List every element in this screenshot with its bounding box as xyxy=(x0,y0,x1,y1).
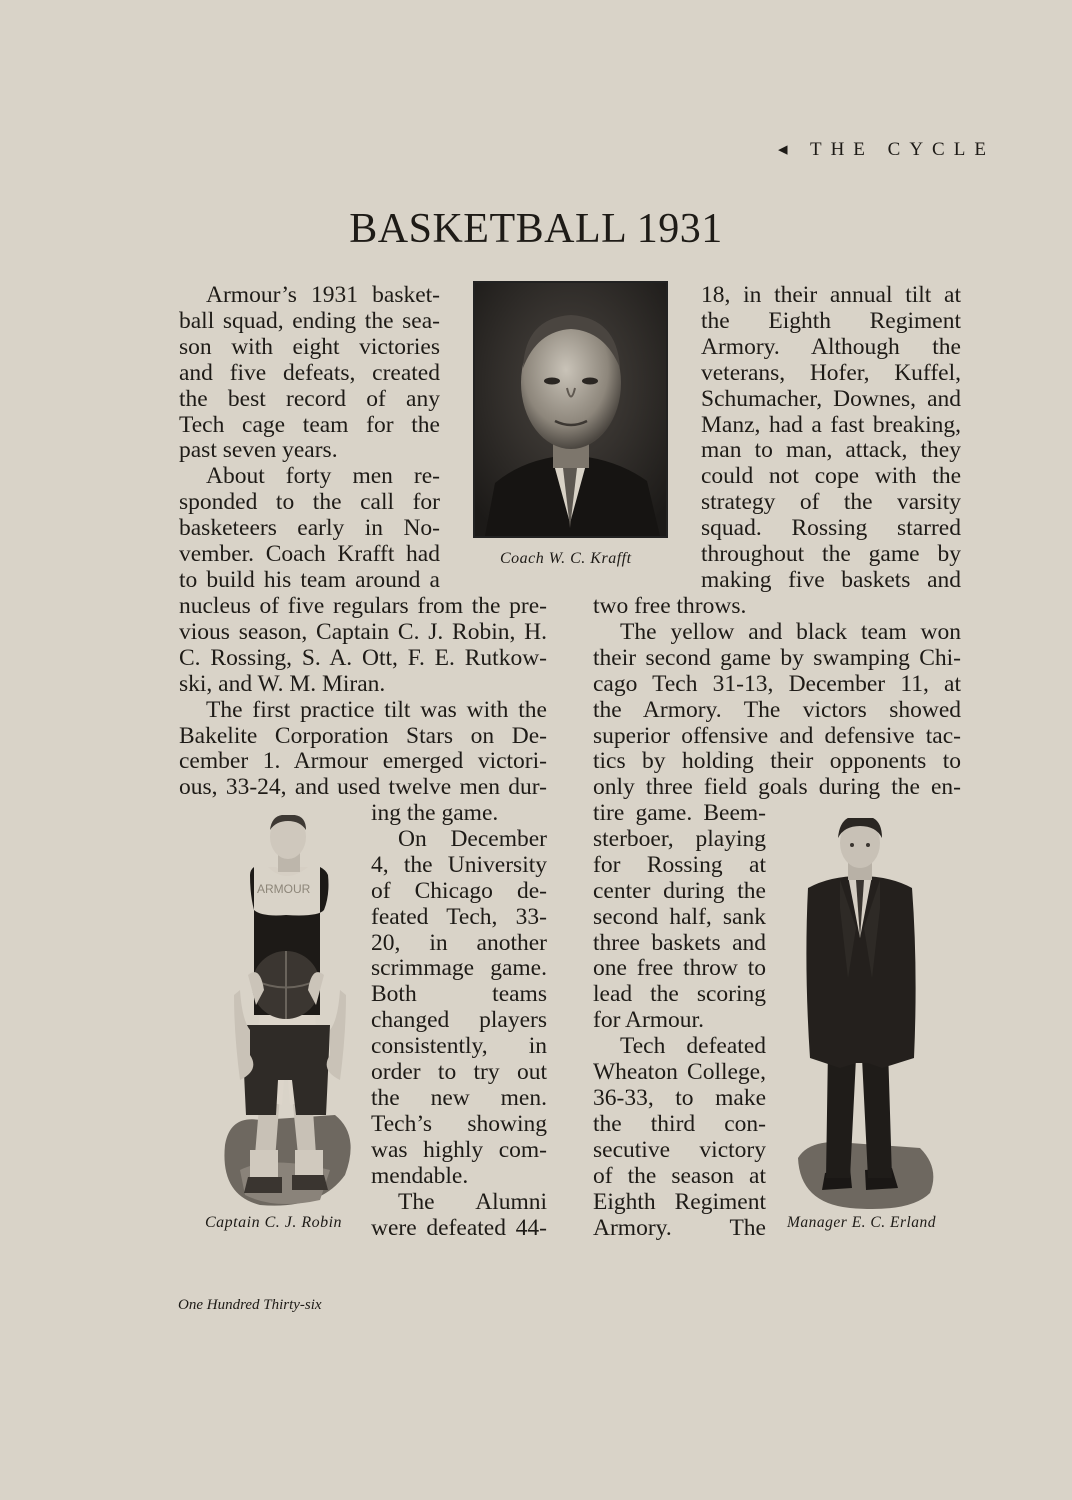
body-line: strategy of the varsity xyxy=(701,489,961,516)
body-line: Tech’s showing xyxy=(371,1110,547,1137)
body-line: the best record of any xyxy=(179,385,440,412)
body-line: vious season, Captain C. J. Robin, H. xyxy=(179,618,547,645)
body-line: lead the scoring xyxy=(593,981,766,1008)
body-line: Armour’s 1931 basket- xyxy=(206,282,440,308)
body-line: changed players xyxy=(371,1007,547,1034)
body-line: squad. Rossing starred xyxy=(701,515,961,542)
captain-caption: Captain C. J. Robin xyxy=(205,1214,343,1231)
left-column-middle xyxy=(179,594,547,801)
body-line: sterboer, playing xyxy=(593,825,766,852)
body-line: center during the xyxy=(593,877,766,904)
body-line: and five defeats, created xyxy=(179,359,440,386)
body-line: secutive victory xyxy=(593,1136,766,1163)
body-line: Both teams xyxy=(371,981,547,1008)
body-line: the third con- xyxy=(593,1110,766,1137)
body-line: Bakelite Corporation Stars on De- xyxy=(179,722,547,749)
body-line: past seven years. xyxy=(179,437,338,464)
body-line: son with eight victories xyxy=(179,333,440,360)
body-line: Manz, had a fast breaking, xyxy=(701,411,961,438)
body-line: for Rossing at xyxy=(593,851,766,878)
body-line: only three field goals during the en- xyxy=(593,774,961,801)
body-line: of the season at xyxy=(593,1162,766,1189)
header-arrow-icon: ◂ xyxy=(778,139,797,160)
manager-standing-icon xyxy=(790,818,940,1213)
manager-caption: Manager E. C. Erland xyxy=(787,1214,937,1231)
body-line: Tech defeated xyxy=(620,1033,766,1060)
body-line: their second game by swamping Chi- xyxy=(593,644,961,671)
basketball-player-icon xyxy=(220,815,360,1215)
body-line: ous, 33-24, and used twelve men dur- xyxy=(179,774,547,801)
coach-caption: Coach W. C. Krafft xyxy=(500,550,632,567)
jersey-lettering: ARMOUR xyxy=(257,882,311,896)
body-line: Eighth Regiment xyxy=(593,1188,766,1215)
body-line: The Alumni xyxy=(398,1188,547,1215)
body-line: the Eighth Regiment xyxy=(701,307,961,334)
body-line: was highly com- xyxy=(371,1136,547,1163)
body-line: cago Tech 31-13, December 11, at xyxy=(593,670,961,697)
body-line: the new men. xyxy=(371,1084,547,1111)
body-line: 36-33, to make xyxy=(593,1084,766,1111)
left-column-bottom xyxy=(371,801,547,1241)
body-line: ing the game. xyxy=(371,800,499,826)
body-line: ski, and W. M. Miran. xyxy=(179,670,386,697)
manager-photo xyxy=(790,818,940,1213)
body-line: basketeers early in No- xyxy=(179,515,440,542)
body-line: superior offensive and defensive tac- xyxy=(593,722,961,749)
body-line: tics by holding their opponents to xyxy=(593,748,961,775)
body-line: 20, in another xyxy=(371,929,547,956)
body-line: man to man, attack, they xyxy=(701,437,961,464)
body-line: throughout the game by xyxy=(701,541,961,568)
body-line: tire game. Beem- xyxy=(593,800,766,826)
body-line: second half, sank xyxy=(593,903,766,930)
body-line: three baskets and xyxy=(593,929,766,956)
body-line: order to try out xyxy=(371,1059,547,1086)
body-line: could not cope with the xyxy=(701,463,961,490)
body-line: cember 1. Armour emerged victori- xyxy=(179,748,547,775)
header-title: THE CYCLE xyxy=(809,139,995,160)
body-line: feated Tech, 33- xyxy=(371,903,547,930)
right-column-bottom xyxy=(593,801,766,1241)
coach-photo xyxy=(473,281,668,538)
body-line: making five baskets and xyxy=(701,566,961,593)
body-line: consistently, in xyxy=(371,1033,547,1060)
body-line: On December xyxy=(398,825,547,852)
body-line: nucleus of five regulars from the pre- xyxy=(179,593,547,619)
body-line: 4, the University xyxy=(371,851,547,878)
right-column-top xyxy=(701,283,961,594)
captain-photo xyxy=(220,815,360,1215)
body-line: vember. Coach Krafft had xyxy=(179,541,440,568)
body-line: of Chicago de- xyxy=(371,877,547,904)
coach-portrait-icon xyxy=(475,283,666,536)
body-line: Tech cage team for the xyxy=(179,411,440,438)
page-title: BASKETBALL 1931 xyxy=(349,206,723,252)
body-line: two free throws. xyxy=(593,593,747,619)
body-line: Armory. The xyxy=(593,1214,766,1241)
body-line: The yellow and black team won xyxy=(620,618,961,645)
running-header xyxy=(778,138,995,161)
body-line: About forty men re- xyxy=(206,463,440,490)
body-line: one free throw to xyxy=(593,955,766,982)
body-line: sponded to the call for xyxy=(179,489,440,516)
body-line: were defeated 44- xyxy=(371,1214,547,1241)
body-line: ball squad, ending the sea- xyxy=(179,307,440,334)
right-column-middle xyxy=(593,594,961,801)
body-line: mendable. xyxy=(371,1162,469,1189)
body-line: The first practice tilt was with the xyxy=(206,696,547,723)
body-line: Armory. Although the xyxy=(701,333,961,360)
page-number: One Hundred Thirty-six xyxy=(178,1297,322,1313)
left-column-top xyxy=(179,283,440,594)
body-line: the Armory. The victors showed xyxy=(593,696,961,723)
body-line: to build his team around a xyxy=(179,566,440,593)
body-line: Schumacher, Downes, and xyxy=(701,385,961,412)
body-line: 18, in their annual tilt at xyxy=(701,282,961,308)
body-line: scrimmage game. xyxy=(371,955,547,982)
body-line: C. Rossing, S. A. Ott, F. E. Rutkow- xyxy=(179,644,547,671)
body-line: for Armour. xyxy=(593,1007,704,1034)
body-line: Wheaton College, xyxy=(593,1059,766,1086)
body-line: veterans, Hofer, Kuffel, xyxy=(701,359,961,386)
